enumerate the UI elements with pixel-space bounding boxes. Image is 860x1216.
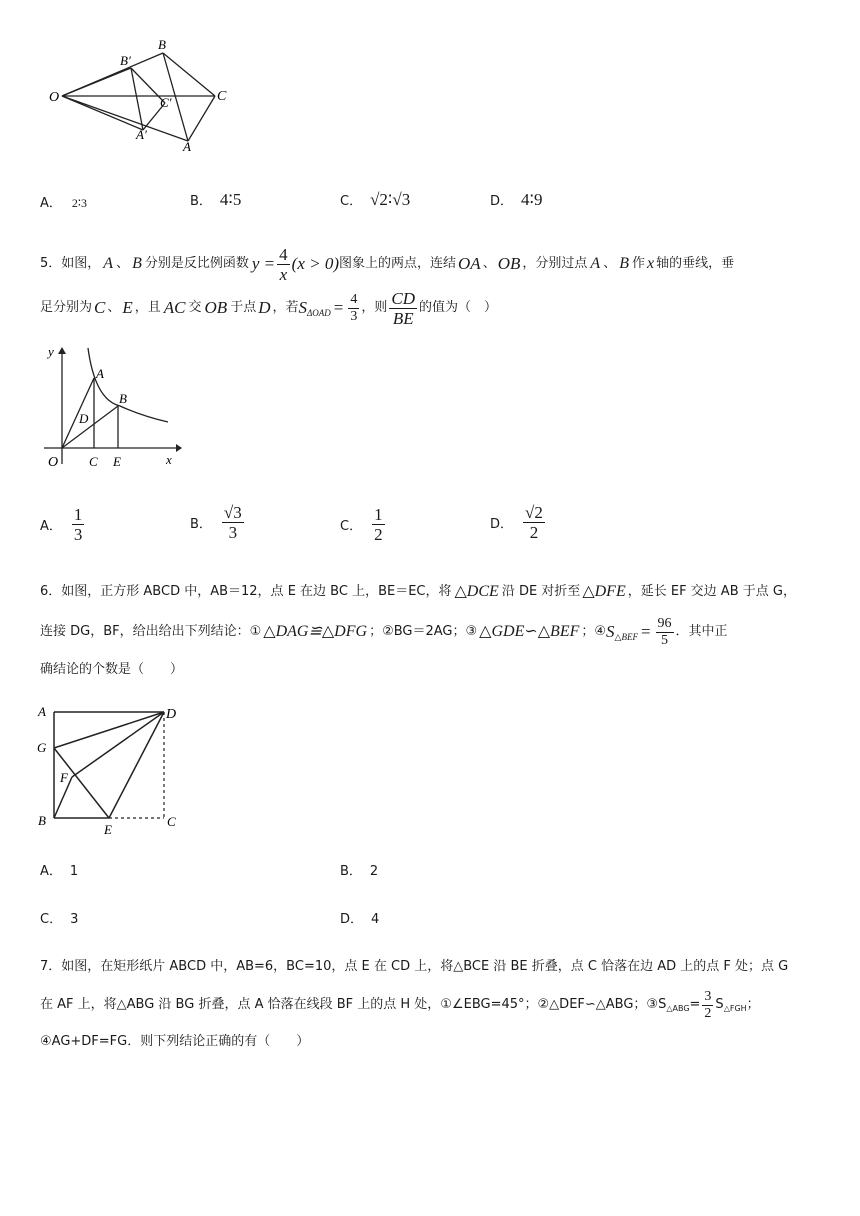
q5-label-B: B <box>119 391 127 406</box>
q6-line-3: 确结论的个数是（ ） <box>40 662 184 677</box>
q6-label-E: E <box>104 822 112 837</box>
q5-option-d[interactable]: D． $\frac{√2}{2}$ <box>490 503 543 542</box>
q7-line-3: ④AG+DF=FG．则下列结论正确的有（ ） <box>40 1034 310 1049</box>
q4-label-B-prime: B′ <box>120 53 131 68</box>
q5-ratio-fraction: $\frac{CD}{BE}$ <box>391 288 416 328</box>
q6-option-c[interactable]: C． 3 <box>40 912 79 927</box>
q5-label-y: y <box>48 344 54 359</box>
q5-label-x: x <box>166 452 172 467</box>
q5-option-b[interactable]: B． $\frac{√3}{3}$ <box>190 503 242 542</box>
q6-option-a[interactable]: A． 1 <box>40 864 79 879</box>
q7-line-1: 7．如图，在矩形纸片 ABCD 中，AB=6，BC=10，点 E 在 CD 上，将△BCE 沿 BE 折叠，点 C 恰落在边 AD 上的点 F 处；点 G <box>40 959 789 974</box>
q4-label-B: B <box>158 37 166 52</box>
q5-line-2: 足分别为 C 、 E ，且 AC 交 OB 于点 D ，若 S ΔOAD = $\frac{4}{3}$ ，则 $\frac{CD}{BE}$ 的值为（ ） <box>40 288 498 328</box>
q4-label-C-prime: C′ <box>160 95 172 110</box>
q5-option-a[interactable]: A． $\frac{1}{3}$ <box>40 505 83 544</box>
q4-option-d[interactable]: D． 4∶9 <box>490 190 543 209</box>
q4-label-A-prime: A′ <box>136 127 147 142</box>
q6-line-2: 连接 DG，BF，给出给出下列结论：① △DAG≌△DFG ；②BG＝2AG；③ △GDE∽△BEF ；④ S △BEF = $\frac{96}{5}$ ．其中正 <box>40 615 728 648</box>
q6-label-D: D <box>166 707 177 722</box>
q4-option-b[interactable]: B． 4∶5 <box>190 190 242 209</box>
q6-option-b[interactable]: B． 2 <box>340 864 379 879</box>
q5-area-fraction: $\frac{4}{3}$ <box>350 291 358 324</box>
q5-label-E: E <box>113 454 121 469</box>
q5-line-1: 5． 如图， A 、 B 分别是反比例函数 y = $\frac{4}{x}$ (x > 0) 图象上的两点，连结 OA 、 OB ，分别过点 A 、 B 作 x 轴的垂线，垂 <box>40 244 735 284</box>
q4-option-a[interactable]: A． 2∶3 <box>40 196 88 211</box>
q5-label-O: O <box>48 455 59 470</box>
q7-line-2: 在 AF 上，将△ABG 沿 BG 折叠，点 A 恰落在线段 BF 上的点 H 处，①∠EBG=45°；②△DEF∽△ABG；③S △ABG = $\frac{3}{2}$ S △FGH ； <box>40 988 760 1021</box>
q6-label-F: F <box>60 770 68 785</box>
q5-function-fraction: $\frac{4}{x}$ <box>279 244 288 284</box>
q6-label-A: A <box>38 704 46 719</box>
q6-option-d[interactable]: D． 4 <box>340 912 380 927</box>
q6-label-B: B <box>38 813 46 828</box>
q6-figure <box>36 700 186 840</box>
q6-label-G: G <box>37 740 47 755</box>
q5-label-C: C <box>89 454 98 469</box>
q5-label-A: A <box>96 366 104 381</box>
q5-label-D: D <box>79 411 89 426</box>
q4-figure <box>40 35 240 160</box>
q4-label-A: A <box>183 139 191 154</box>
q4-label-C: C <box>217 89 227 104</box>
q7-ratio-fraction: $\frac{3}{2}$ <box>704 988 712 1021</box>
q6-label-C: C <box>167 814 176 829</box>
q6-line-1: 6．如图，正方形 ABCD 中，AB＝12，点 E 在边 BC 上，BE＝EC，将 △DCE 沿 DE 对折至 △DFE ，延长 EF 交边 AB 于点 G， <box>40 583 796 600</box>
q4-option-c[interactable]: C． √2∶√3 <box>340 190 411 209</box>
q4-label-O: O <box>49 90 60 105</box>
q6-area-fraction: $\frac{96}{5}$ <box>657 615 672 648</box>
q5-figure <box>40 340 190 475</box>
q5-option-c[interactable]: C． $\frac{1}{2}$ <box>340 505 383 544</box>
